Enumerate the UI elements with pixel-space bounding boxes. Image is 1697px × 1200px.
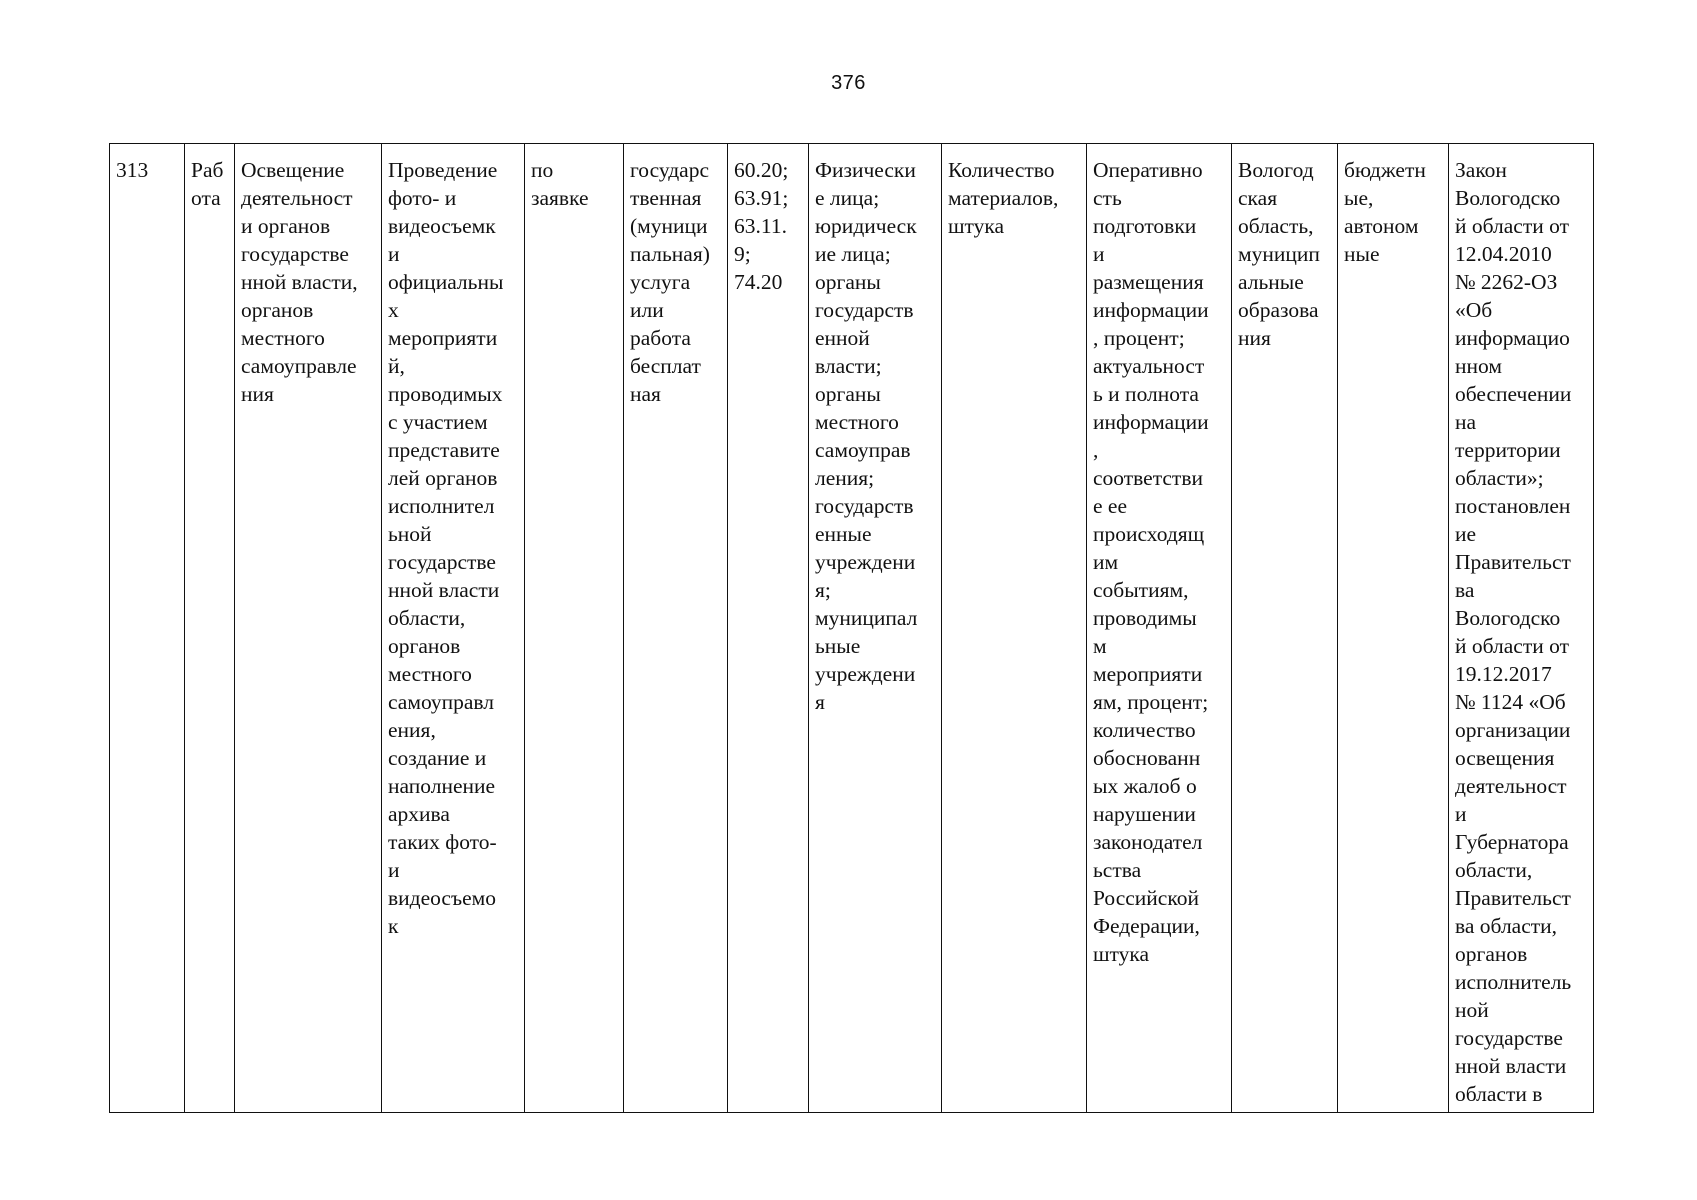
- table-row: [110, 144, 1594, 1113]
- volume-indicator-text: Количество материалов, штука: [948, 158, 1059, 238]
- cell-type: [185, 144, 235, 1113]
- quality-indicators-text: Оперативно сть подготовки и размещения информации , процент; актуальност ь и полнота информации , соответстви е ее происходящ им событиям, проводимы м мероприяти ям, процент; количество обоснованн ых жалоб о нарушении законодател ьства Российской Федерации, штука: [1093, 158, 1209, 966]
- cell-institution-types: [1338, 144, 1449, 1113]
- institution-types-text: бюджетн ые, автоном ные: [1344, 158, 1426, 266]
- okved-text: 60.20; 63.91; 63.11. 9; 74.20: [734, 158, 789, 294]
- cell-region: [1232, 144, 1338, 1113]
- region-text: Вологод ская область, муницип альные образова ния: [1238, 158, 1320, 350]
- page-number: 376: [831, 72, 866, 94]
- type-text: Раб ота: [191, 158, 224, 210]
- service-type-text: государс твенная (муници пальная) услуга или работа бесплат ная: [630, 158, 710, 406]
- cell-volume-indicator: [942, 144, 1087, 1113]
- cell-conditions: [525, 144, 624, 1113]
- cell-okved: [728, 144, 809, 1113]
- cell-name: [235, 144, 382, 1113]
- consumers-text: Физически е лица; юридическ ие лица; органы государств енной власти; органы местного самоуправ ления; государств енные учреждени я; муниципал ьные учреждени я: [815, 158, 918, 714]
- registry-table: [109, 143, 1594, 1113]
- cell-consumers: [809, 144, 942, 1113]
- cell-legal-basis: [1449, 144, 1594, 1113]
- name-text: Освещение деятельност и органов государстве нной власти, органов местного самоуправле ния: [241, 158, 358, 406]
- legal-basis-text: Закон Вологодско й области от 12.04.2010 № 2262-ОЗ «Об информацио нном обеспечении на территории области»; постановлен ие Правительст ва Вологодско й области от 19.12.2017 № 1124 «Об организации освещения деятельност и Губернатора области, Правительст ва области, органов исполнитель ной государстве нной власти области в: [1455, 158, 1572, 1106]
- cell-service-type: [624, 144, 728, 1113]
- row-number-text: 313: [116, 158, 149, 182]
- content-text: Проведение фото- и видеосъемк и официальны х мероприяти й, проводимых с участием представите лей органов исполнител ьной государстве нной власти области, органов местного самоуправл ения, создание и наполнение архива таких фото- и видеосъемо к: [388, 158, 504, 938]
- cell-row-number: [110, 144, 185, 1113]
- conditions-text: по заявке: [531, 158, 589, 210]
- cell-quality-indicators: [1087, 144, 1232, 1113]
- cell-content: [382, 144, 525, 1113]
